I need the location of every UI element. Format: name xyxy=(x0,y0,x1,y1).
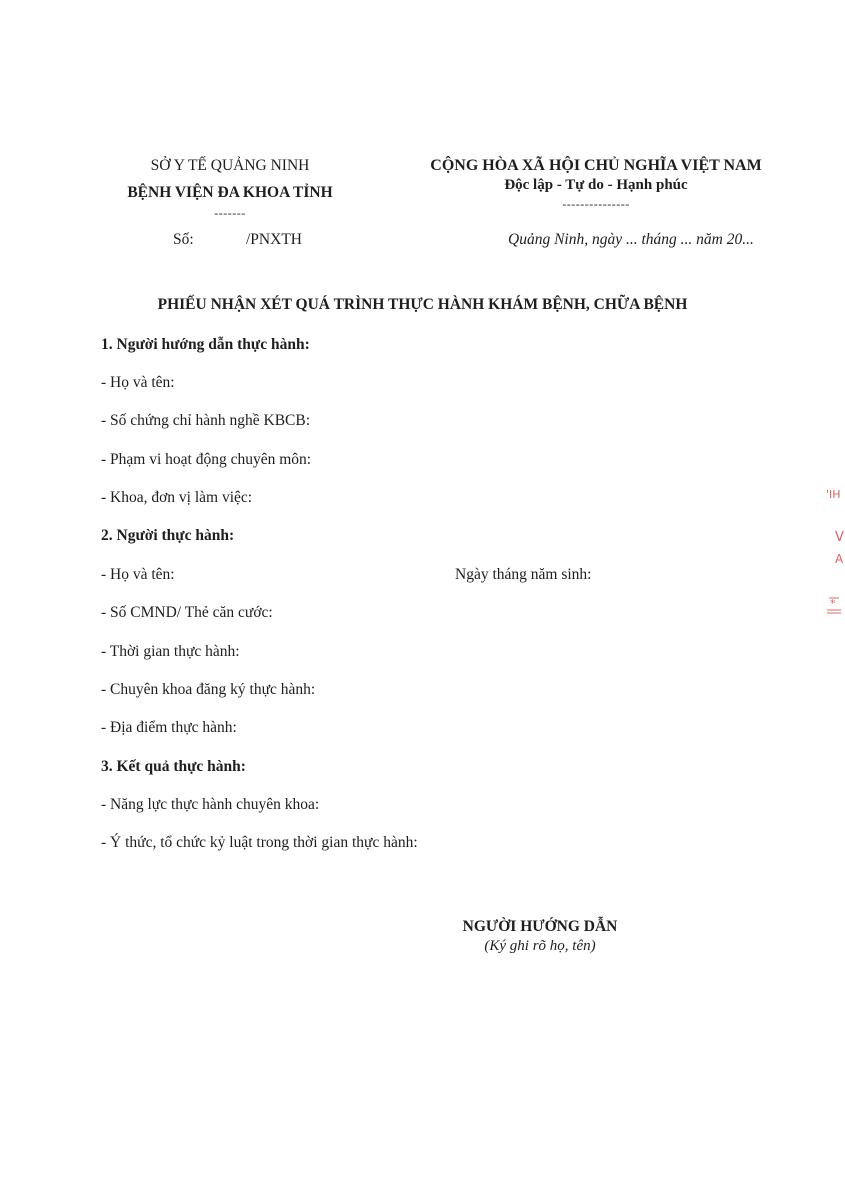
stamp-lines xyxy=(826,596,842,616)
stamp-fragment: * xyxy=(830,597,836,610)
s2-field-name: - Họ và tên: xyxy=(101,566,175,583)
issuer-hospital: BỆNH VIỆN ĐA KHOA TỈNH xyxy=(127,184,333,201)
place-date: Quảng Ninh, ngày ... tháng ... năm 20... xyxy=(508,231,754,248)
stamp-fragment: 'IH xyxy=(826,488,841,501)
section-1-heading: 1. Người hướng dẫn thực hành: xyxy=(101,336,310,353)
stamp-fragment: A xyxy=(835,552,844,566)
s2-field-dob: Ngày tháng năm sinh: xyxy=(455,566,592,583)
left-divider: ------- xyxy=(214,206,246,220)
s1-field-name: - Họ và tên: xyxy=(101,374,175,391)
s2-field-duration: - Thời gian thực hành: xyxy=(101,643,240,660)
section-3-heading: 3. Kết quả thực hành: xyxy=(101,758,246,775)
signature-note: (Ký ghi rõ họ, tên) xyxy=(484,938,596,954)
s2-field-id: - Số CMND/ Thẻ căn cước: xyxy=(101,604,273,621)
document-title: PHIẾU NHẬN XÉT QUÁ TRÌNH THỰC HÀNH KHÁM BỆNH, CHỮA BỆNH xyxy=(157,296,688,313)
national-motto: Độc lập - Tự do - Hạnh phúc xyxy=(504,177,688,193)
s1-field-scope: - Phạm vi hoạt động chuyên môn: xyxy=(101,451,312,468)
signature-title: NGƯỜI HƯỚNG DẪN xyxy=(462,918,618,935)
section-2-heading: 2. Người thực hành: xyxy=(101,527,235,544)
stamp-fragment: V xyxy=(835,530,844,545)
s1-field-department: - Khoa, đơn vị làm việc: xyxy=(101,489,253,506)
number-label: Số: xyxy=(173,231,194,248)
s3-field-discipline: - Ý thức, tổ chức kỷ luật trong thời gian thực hành: xyxy=(101,834,418,851)
s1-field-license: - Số chứng chỉ hành nghề KBCB: xyxy=(101,412,311,429)
national-title: CỘNG HÒA XÃ HỘI CHỦ NGHĨA VIỆT NAM xyxy=(430,157,762,174)
s2-field-location: - Địa điểm thực hành: xyxy=(101,719,237,736)
number-suffix: /PNXTH xyxy=(246,231,302,248)
s3-field-competence: - Năng lực thực hành chuyên khoa: xyxy=(101,796,320,813)
right-divider: --------------- xyxy=(562,197,630,211)
s2-field-specialty: - Chuyên khoa đăng ký thực hành: xyxy=(101,681,316,698)
issuer-department: SỞ Y TẾ QUẢNG NINH xyxy=(150,157,310,174)
